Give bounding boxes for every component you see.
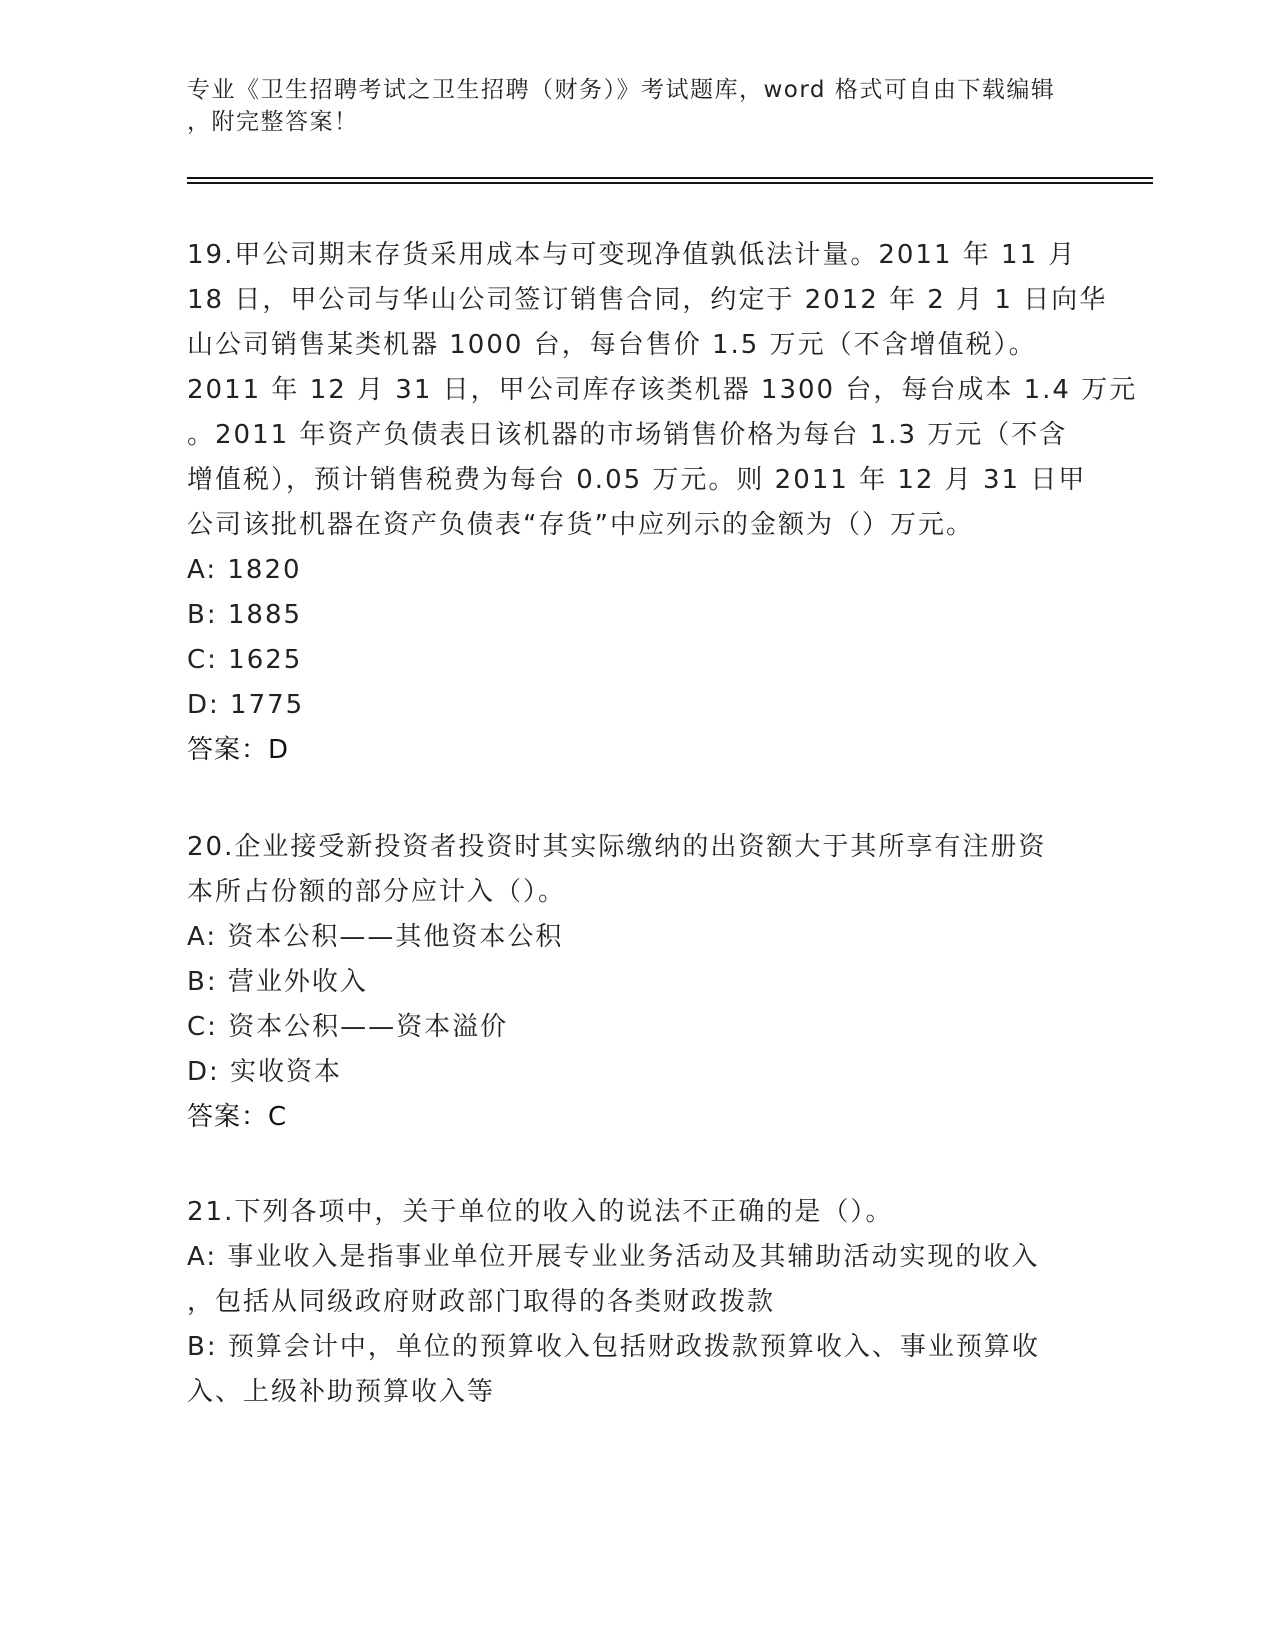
option-a: A: 1820 xyxy=(187,555,302,585)
option-b: B: 预算会计中，单位的预算收入包括财政拨款预算收入、事业预算收 xyxy=(187,1332,1040,1362)
question-text-line: 山公司销售某类机器 1000 台，每台售价 1.5 万元（不含增值税）。 xyxy=(187,330,1037,360)
header-line-2: ，附完整答案！ xyxy=(187,109,359,135)
question-20 xyxy=(187,825,1087,1140)
option-a: A: 事业收入是指事业单位开展专业业务活动及其辅助活动实现的收入 xyxy=(187,1242,1040,1272)
document-header xyxy=(187,74,1067,138)
answer-label: 答案：C xyxy=(187,1102,288,1132)
option-b: B: 营业外收入 xyxy=(187,967,368,997)
header-line-1: 专业《卫生招聘考试之卫生招聘（财务）》考试题库，word 格式可自由下载编辑 xyxy=(187,77,1056,103)
question-text-line: 19.甲公司期末存货采用成本与可变现净值孰低法计量。2011 年 11 月 xyxy=(187,240,1077,270)
header-divider-bottom xyxy=(187,182,1153,184)
question-text-line: 20.企业接受新投资者投资时其实际缴纳的出资额大于其所享有注册资 xyxy=(187,832,1047,862)
question-text-line: 增值税），预计销售税费为每台 0.05 万元。则 2011 年 12 月 31 日甲 xyxy=(187,465,1087,495)
question-21 xyxy=(187,1190,1087,1415)
question-text-line: 公司该批机器在资产负债表“存货”中应列示的金额为（）万元。 xyxy=(187,510,974,540)
question-text-line: 。2011 年资产负债表日该机器的市场销售价格为每台 1.3 万元（不含 xyxy=(187,420,1068,450)
question-text-line: 本所占份额的部分应计入（）。 xyxy=(187,877,567,907)
header-divider-top xyxy=(187,177,1153,179)
option-c: C: 1625 xyxy=(187,645,303,675)
question-text-line: 21.下列各项中，关于单位的收入的说法不正确的是（）。 xyxy=(187,1197,894,1227)
question-19 xyxy=(187,233,1138,773)
option-c: C: 资本公积——资本溢价 xyxy=(187,1012,509,1042)
option-d: D: 1775 xyxy=(187,690,305,720)
question-text-line: 2011 年 12 月 31 日，甲公司库存该类机器 1300 台，每台成本 1.4 万元 xyxy=(187,375,1138,405)
option-a-continued: ，包括从同级政府财政部门取得的各类财政拨款 xyxy=(187,1287,776,1317)
question-text-line: 18 日，甲公司与华山公司签订销售合同，约定于 2012 年 2 月 1 日向华 xyxy=(187,285,1108,315)
answer-label: 答案：D xyxy=(187,735,290,765)
option-d: D: 实收资本 xyxy=(187,1057,343,1087)
option-a: A: 资本公积——其他资本公积 xyxy=(187,922,564,952)
option-b-continued: 入、上级补助预算收入等 xyxy=(187,1377,496,1407)
option-b: B: 1885 xyxy=(187,600,303,630)
